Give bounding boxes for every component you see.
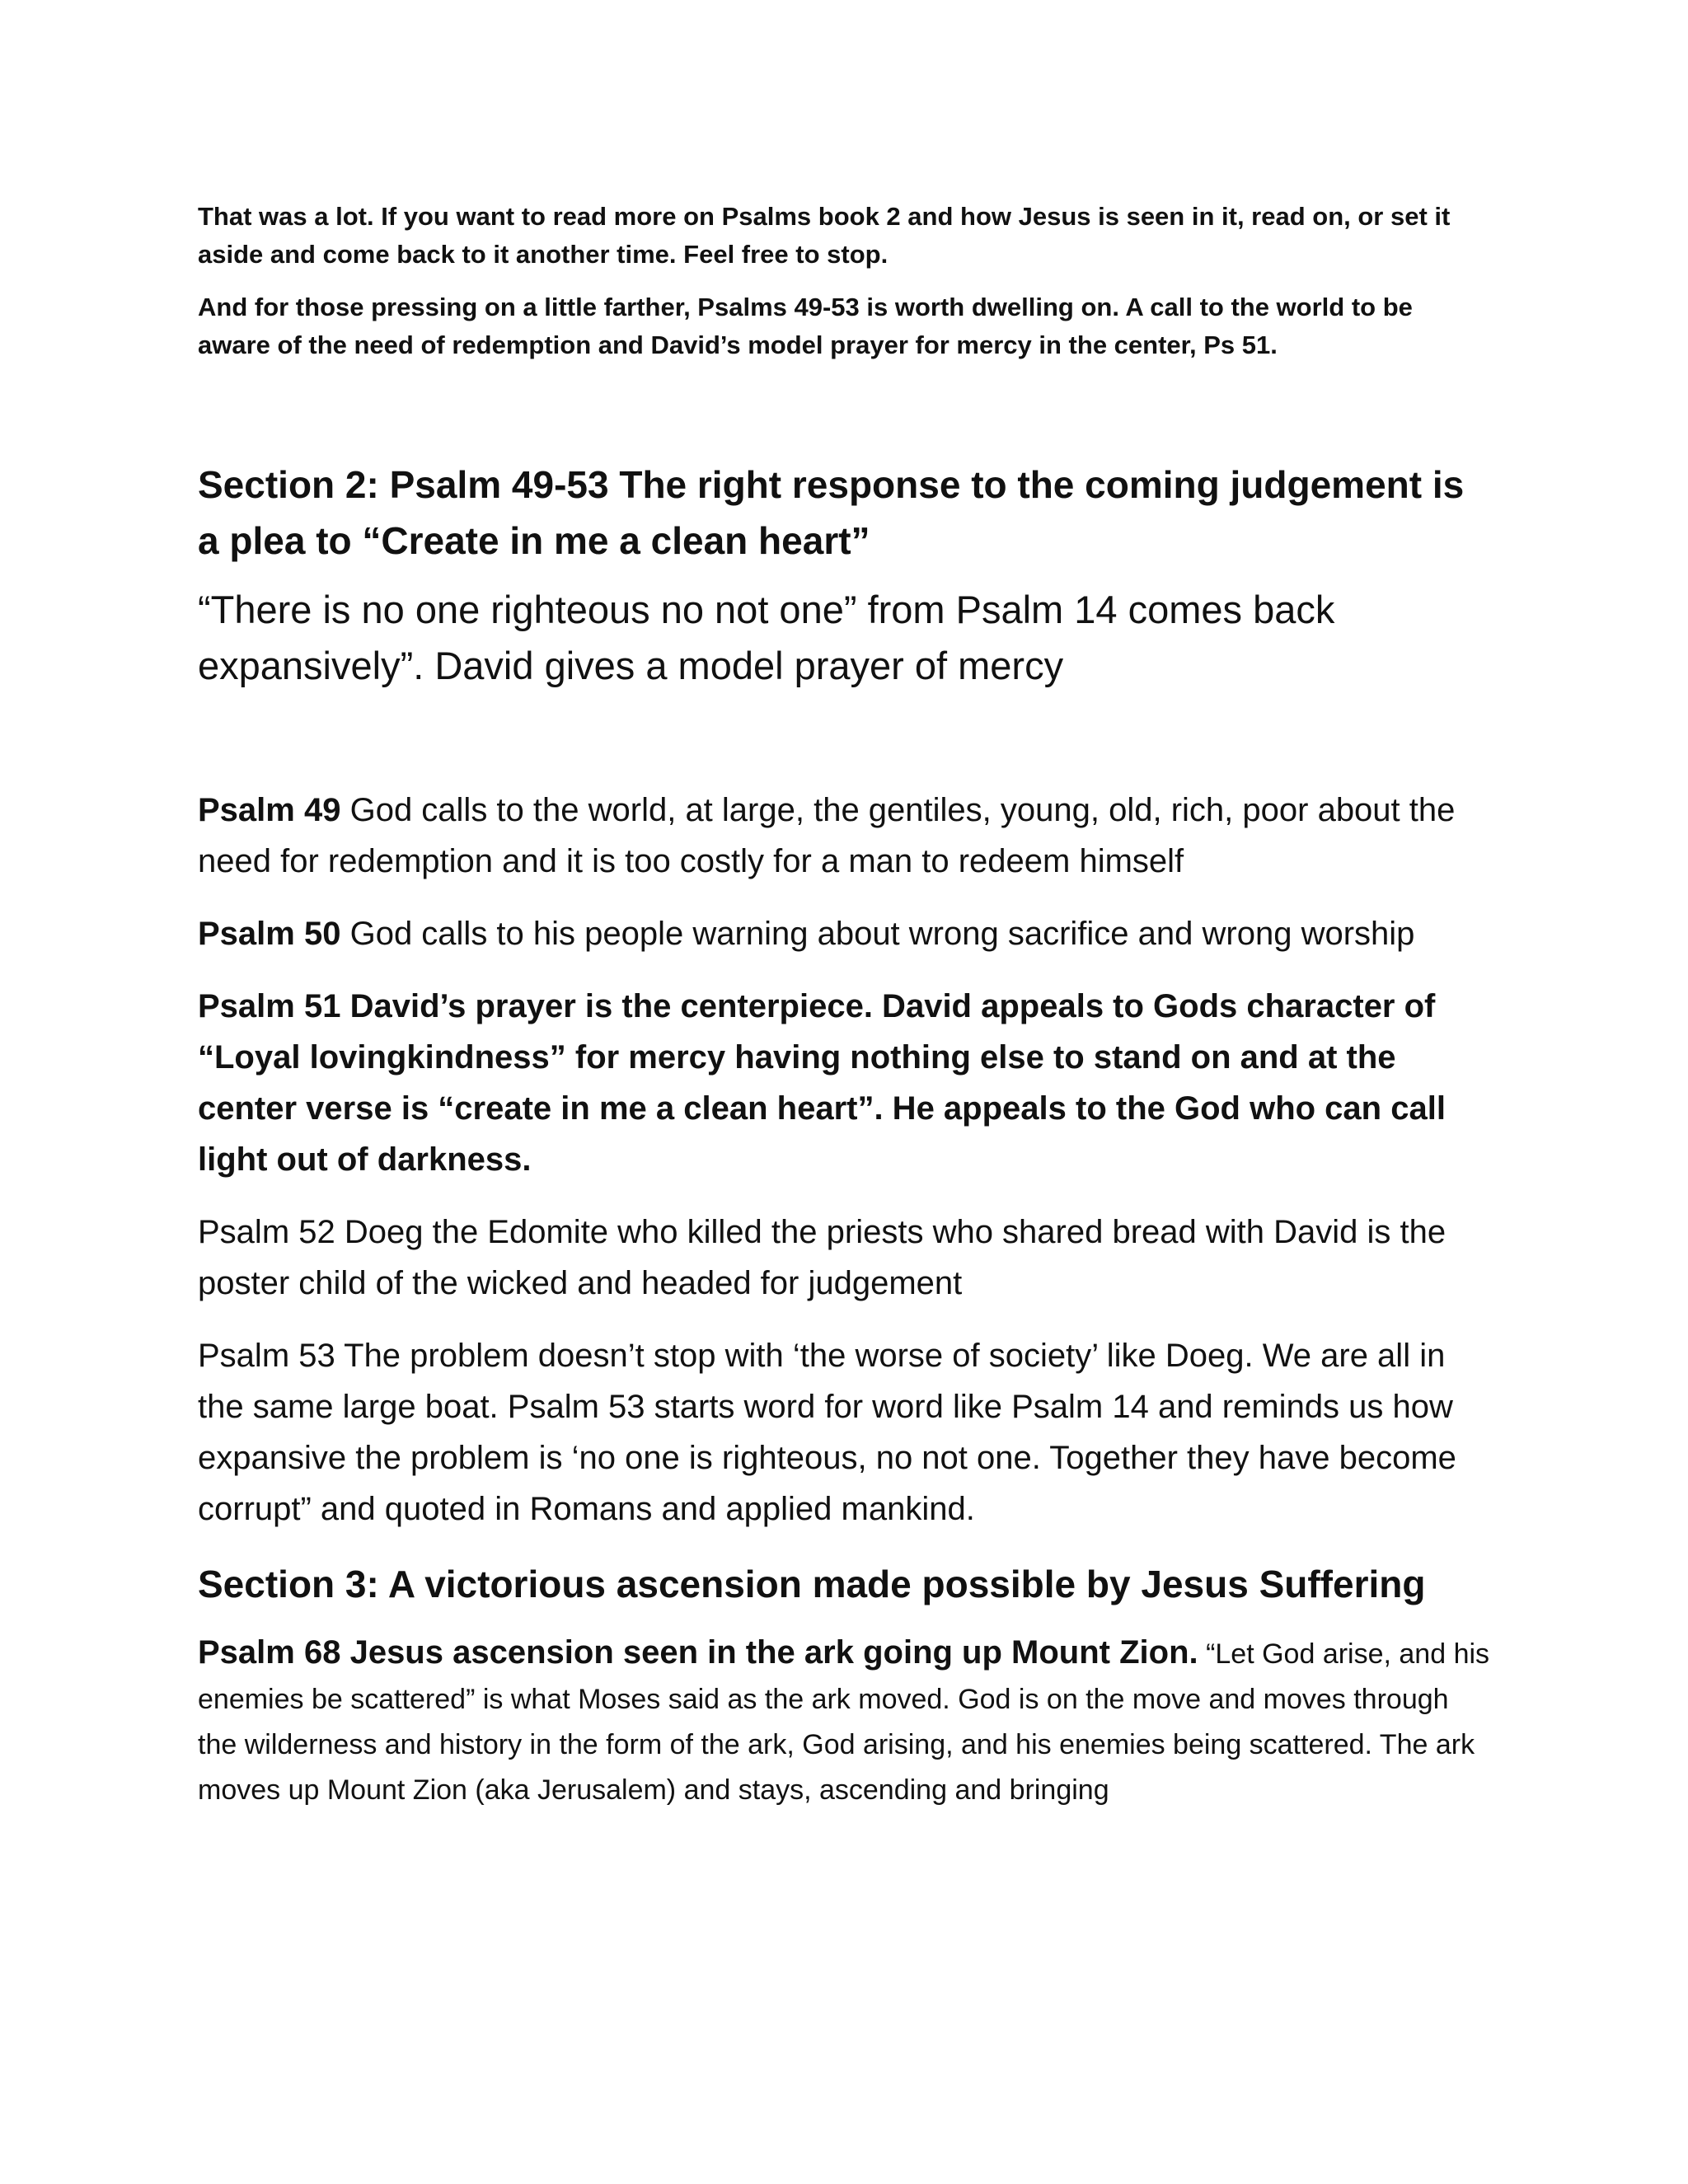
psalm-68-paragraph bbox=[198, 1630, 1492, 1813]
document-page bbox=[198, 198, 1492, 1813]
section-3-heading: Section 3: A victorious ascension made possible by Jesus Suffering bbox=[198, 1563, 1426, 1605]
psalm-52-paragraph: Psalm 52 Doeg the Edomite who killed the priests who shared bread with David is the poster child of the wicked and headed for judgement bbox=[198, 1214, 1447, 1301]
psalm-49-paragraph bbox=[198, 785, 1492, 887]
spacer bbox=[198, 569, 1492, 582]
psalm-51-paragraph: Psalm 51 David’s prayer is the centerpiece. David appeals to Gods character of “Loyal lovingkindness” for mercy having nothing else to stand on and at the center verse is “create in me a clean heart”. He appeals to the God who can call light out of darkness. bbox=[198, 988, 1446, 1178]
psalm-50-text: God calls to his people warning about wrong sacrifice and wrong worship bbox=[340, 916, 1415, 952]
psalm-49-text: God calls to the world, at large, the gentiles, young, old, rich, poor about the need for redemption and it is too costly for a man to redeem himself bbox=[198, 792, 1456, 879]
psalm-53-paragraph: Psalm 53 The problem doesn’t stop with ‘the worse of society’ like Doeg. We are all in the same large boat. Psalm 53 starts word for word like Psalm 14 and reminds us how expansive the problem is ‘no one is righteous, no not one. Together they have become corrupt” and quoted in Romans and applied mankind. bbox=[198, 1338, 1456, 1527]
psalm-50-paragraph bbox=[198, 908, 1492, 959]
psalm-50-label: Psalm 50 bbox=[198, 916, 341, 952]
psalm-68-text: “Let God arise, and his enemies be scattered” is what Moses said as the ark moved. God is on the move and moves through the wilderness and history in the form of the ark, God arising, and his enemies being scattered. The ark moves up Mount Zion (aka Jerusalem) and stays, ascending and bringing bbox=[198, 1638, 1490, 1806]
section-2-subheading: “There is no one righteous no not one” from Psalm 14 comes back expansively”. David gives a model prayer of mercy bbox=[198, 588, 1335, 687]
intro-paragraph-1: That was a lot. If you want to read more on Psalms book 2 and how Jesus is seen in it, read on, or set it aside and come back to it another time. Feel free to stop. bbox=[198, 202, 1451, 269]
spacer bbox=[198, 694, 1492, 785]
spacer bbox=[198, 379, 1492, 457]
psalm-68-label: Psalm 68 Jesus ascension seen in the ark going up Mount Zion. bbox=[198, 1634, 1198, 1671]
spacer bbox=[198, 1612, 1492, 1630]
psalm-49-label: Psalm 49 bbox=[198, 792, 341, 828]
section-2-heading: Section 2: Psalm 49-53 The right response to the coming judgement is a plea to “Create in me a clean heart” bbox=[198, 463, 1465, 562]
intro-paragraph-2: And for those pressing on a little farther, Psalms 49-53 is worth dwelling on. A call to the world to be aware of the need of redemption and David’s model prayer for mercy in the center, Ps 51. bbox=[198, 293, 1413, 359]
